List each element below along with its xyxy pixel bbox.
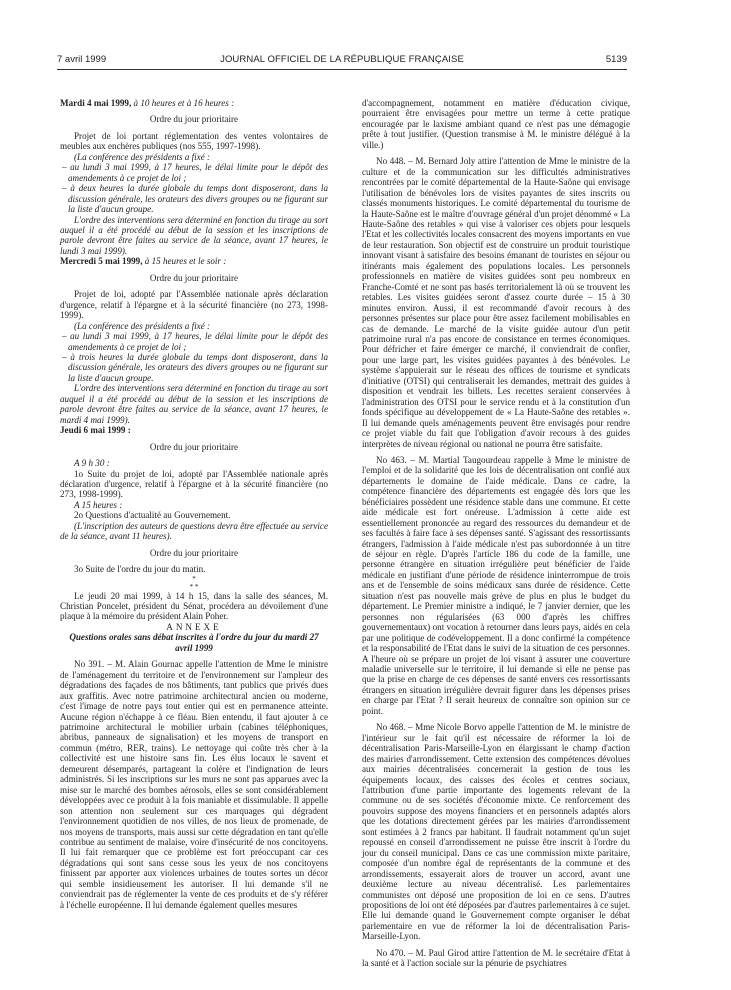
header-journal-title: JOURNAL OFFICIEL DE LA RÉPUBLIQUE FRANÇAISE bbox=[220, 54, 464, 65]
session-time: à 15 heures et le soir : bbox=[144, 256, 227, 267]
right-column bbox=[362, 98, 630, 969]
announcement-paragraph: Le jeudi 20 mai 1999, à 14 h 15, dans la salle des séances, M. Christian Poncelet, président du Sénat, procédera au dévoilement d'une plaque à la mémoire du président Alain Poher. bbox=[60, 590, 328, 622]
page-header bbox=[57, 54, 627, 68]
time-label: A 15 heures : bbox=[74, 499, 123, 510]
session-time: à 10 heures et à 16 heures : bbox=[133, 98, 235, 108]
question-paragraph: No 448. – M. Bernard Joly attire l'attention de Mme le ministre de la culture et de la communication sur les difficultés administratives rencontrées par le comité départemental de la Haute-Saône qui envisage l'utilisation de bénévoles lors de visites payantes de sites inscrits ou classés monuments historiques. Le comité départemental du tourisme de la Haute-Saône est le maître d'ouvrage général d'un projet dénommé « La Haute-Saône des retables » qui vise à valoriser ces objets pour lesquels l'Etat et les collectivités locales consacrent des moyens importants en vue de leur restauration. Son objectif est de construire un produit touristique innovant visant à satisfaire des besoins émanant de touristes en séjour ou itinérants mais également des populations locales. Les personnels professionnels en matière de visites guidées sont peu nombreux en Franche-Comté et ne sont pas basés territorialement là où se trouvent les retables. Les visites guidées seront d'assez courte durée – 15 à 30 minutes environ. Aussi, il est recommandé d'avoir recours à des personnes présentes sur place pour être assez facilement mobilisables en cas de demande. Le marché de la visite guidée autour d'un petit patrimoine rural n'a pas encore de consistance en termes économiques. Pour défricher et faire émerger ce marché, il conviendrait de confier, pour une large part, les visites guidées payantes à des bénévoles. Le système s'appuierait sur le réseau des offices de tourisme et syndicats d'initiative (OTSI) qui centraliserait les demandes, mettrait des guides à disposition et vendrait les billets. Les recettes seraient conservées à l'administration des OTSI pour le service rendu et à la constitution d'un fonds spécifique au développement de « La Haute-Saône des retables ». Il lui demande quels aménagements peuvent être envisagés pour rendre ce projet viable du fait que l'obligation d'avoir recours à des guides interprètes de niveau régional ou national ne pourra être satisfaite. bbox=[362, 156, 630, 449]
agenda-label: Ordre du jour prioritaire bbox=[149, 547, 239, 558]
session-day: Mardi 4 mai 1999, bbox=[60, 98, 132, 108]
left-column bbox=[60, 98, 328, 910]
question-paragraph: d'accompagnement, notamment en matière d'éducation civique, pourraient être envisagées pour mettre un terme à cette pratique encouragée par le laxisme ambiant quand ce n'est pas une démagogie prête à tout justifier. (Question transmise à M. le ministre délégué à la ville.) bbox=[362, 98, 630, 150]
agenda-paragraph: 2o Questions d'actualité au Gouvernement. bbox=[74, 510, 231, 521]
agenda-item: – au lundi 3 mai 1999, à 17 heures, le délai limite pour le dépôt des amendements à ce projet de loi ; bbox=[62, 162, 328, 183]
agenda-paragraph: L'ordre des interventions sera déterminé en fonction du tirage au sort auquel il a été procédé au début de la session et les inscriptions de parole devront être faites au service de la séance, avant 17 heures, le lundi 3 mai 1999). bbox=[60, 214, 328, 256]
session-heading bbox=[60, 98, 328, 108]
agenda-paragraph: 1o Suite du projet de loi, adopté par l'Assemblée nationale après déclaration d'urgence, relatif à l'épargne et à la sécurité financière (no 273, 1998-1999). bbox=[60, 468, 328, 500]
question-paragraph: No 391. – M. Alain Gournac appelle l'attention de Mme le ministre de l'aménagement du territoire et de l'environnement sur l'ampleur des dégradations des façades de nos bâtiments, tant publics que privés dues aux graffitis. Avec notre patrimoine architectural ancien ou moderne, c'est l'image de notre pays tout entier qui est en permanence atteinte. Aucune région n'échappe à ce fléau. Bien entendu, il faut ajouter à ce patrimoine architectural le mobilier urbain (cabines téléphoniques, abribus, panneaux de signalisation) et les moyens de transport en commun (métro, RER, trains). Le nettoyage qui coûte très cher à la collectivité est une histoire sans fin. Les élus locaux le savent et demeurent désemparés, partageant la colère et l'indignation de leurs administrés. Si les inscriptions sur les murs ne sont pas apparues avec la mise sur le marché des bombes aérosols, elles se sont considérablement développées avec ce produit à la fois maniable et dissimulable. Il appelle son attention non seulement sur ces marquages qui dégradent l'environnement quotidien de nos villes, de nos lieux de promenade, de nos moyens de transports, mais aussi sur cette dégradation en tant qu'elle contribue au sentiment de malaise, voire d'insécurité de nos concitoyens. Il lui fait remarquer que ce problème est fort préoccupant car ces dégradations qui sont sans cesse sous les yeux de nos concitoyens finissent par apporter aux violences urbaines de toutes sortes un décor qui semble insidieusement les autoriser. Il lui demande s'il ne conviendrait pas de réglementer la vente de ces produits et de s'y référer à l'échelle européenne. Il lui demande également quelles mesures bbox=[60, 659, 328, 910]
agenda-item: – au lundi 3 mai 1999, à 17 heures, le délai limite pour le dépôt des amendements à ce projet de loi ; bbox=[62, 331, 328, 352]
agenda-label: Ordre du jour prioritaire bbox=[149, 441, 239, 452]
agenda-paragraph: Projet de loi portant réglementation des ventes volontaires de meubles aux enchères publiques (nos 555, 1997-1998). bbox=[60, 130, 328, 152]
session-heading bbox=[60, 256, 328, 266]
time-label: A 9 h 30 : bbox=[74, 458, 110, 469]
agenda-item: – à trois heures la durée globale du temps dont disposeront, dans la discussion générale, les orateurs des divers groupes ou ne figurant sur la liste d'aucun groupe. bbox=[62, 351, 328, 383]
session-heading: Jeudi 6 mai 1999 : bbox=[60, 425, 131, 436]
question-paragraph: No 470. – M. Paul Girod attire l'attention de M. le secrétaire d'Etat à la santé et à l'action sociale sur la pénurie de psychiatres bbox=[362, 947, 630, 969]
question-paragraph: No 468. – Mme Nicole Borvo appelle l'attention de M. le ministre de l'intérieur sur le fait qu'il est nécessaire de réformer la loi de décentralisation Paris-Marseille-Lyon en élargissant le champ d'action des mairies d'arrondissement. Cette extension des compétences dévolues aux mairies décentralisées concernerait la gestion de tous les équipements locaux, des caisses des écoles et centres sociaux, l'attribution d'une partie importante des logements relevant de la commune ou de ses sociétés d'économie mixte. Ce renforcement des pouvoirs suppose des moyens financiers et en personnels adaptés alors que les dotations directement gérées par les mairies d'arrondissement sont estimées à 2 francs par habitant. Il faudrait notamment qu'un sujet repoussé en conseil d'arrondissement ne puisse être inscrit à l'ordre du jour du conseil municipal. Dans ce cas une commission mixte paritaire, composée d'un nombre égal de représentants de la commune et des arrondissements, essayerait alors de trouver un accord, avant une deuxième lecture au niveau décentralisé. Les parlementaires communistes ont déposé une proposition de loi en ce sens. D'autres propositions de loi ont été déposées par d'autres parlementaires à ce sujet. Elle lui demande quand le Gouvernement compte organiser le débat parlementaire en vue de réformer la loi de décentralisation Paris-Marseille-Lyon. bbox=[362, 722, 630, 942]
agenda-label: Ordre du jour prioritaire bbox=[149, 114, 239, 125]
separator-stars: * bbox=[192, 574, 196, 583]
separator-stars: * * bbox=[189, 582, 199, 591]
agenda-paragraph: L'ordre des interventions sera déterminé en fonction du tirage au sort auquel il a été procédé au début de la session et les inscriptions de parole devront être faites au service de la séance, avant 17 heures, le mardi 4 mai 1999). bbox=[60, 383, 328, 425]
header-rule bbox=[57, 69, 627, 70]
agenda-paragraph: Projet de loi, adopté par l'Assemblée nationale après déclaration d'urgence, relatif à l'épargne et à la sécurité financière (no 273, 1998-1999). bbox=[60, 289, 328, 321]
annexe-title: Questions orales sans débat inscrites à l'ordre du jour du mardi 27 avril 1999 bbox=[69, 632, 319, 653]
header-page-number: 5139 bbox=[605, 54, 627, 65]
agenda-paragraph: (La conférence des présidents a fixé : bbox=[74, 151, 211, 162]
agenda-paragraph: (La conférence des présidents a fixé : bbox=[74, 320, 211, 331]
session-day: Mercredi 5 mai 1999, bbox=[60, 256, 143, 267]
header-date: 7 avril 1999 bbox=[57, 54, 107, 65]
question-paragraph: No 463. – M. Martial Taugourdeau rappelle à Mme le ministre de l'emploi et de la solidarité que les lois de décentralisation ont confié aux départements le domaine de l'aide médicale. Dans ce cadre, la compétence financière des départements est engagée dès lors que les bénéficiaires possèdent une résidence stable dans une commune. Et cette aide médicale est fort onéreuse. L'admission à cette aide est essentiellement prononcée au regard des ressources du demandeur et de ses facultés à faire face à ses dépenses santé. S'agissant des ressortissants étrangers, l'admission à l'aide médicale n'est pas subordonnée à un titre de séjour en règle. D'après l'article 186 du code de la famille, une personne étrangère en situation irrégulière peut bénéficier de l'aide médicale en justifiant d'une période de résidence ininterrompue de trois ans et de l'ensemble de soins médicaux sans durée de résidence. Cette situation n'est pas nouvelle mais grève de plus en plus le budget du département. Le Premier ministre a indiqué, le 7 janvier dernier, que les personnes non régularisées (63 000 d'après les chiffres gouvernementaux) ont vocation à retourner dans leurs pays, aidés en cela par une politique de codéveloppement. Il a donc confirmé la compétence et la responsabilité de l'Etat dans le suivi de la situation de ces personnes. A l'heure où se prépare un projet de loi visant à assurer une couverture maladie universelle sur le territoire, il lui demande si elle ne pense pas que la prise en charge de ces dépenses de santé envers ces ressortissants étrangers en situation irrégulière devrait figurer dans les dépenses prises en charge par l'Etat ? Il serait heureux de connaître son opinion sur ce point. bbox=[362, 454, 630, 716]
agenda-paragraph: (L'inscription des auteurs de questions devra être effectuée au service de la séance, avant 11 heures). bbox=[60, 520, 328, 542]
agenda-item: – à deux heures la durée globale du temps dont disposeront, dans la discussion générale, les orateurs des divers groupes ou ne figurant sur la liste d'aucun groupe. bbox=[62, 183, 328, 215]
annexe-heading: ANNEXE bbox=[166, 621, 222, 632]
agenda-paragraph: 3o Suite de l'ordre du jour du matin. bbox=[74, 564, 206, 575]
agenda-label: Ordre du jour prioritaire bbox=[149, 272, 239, 283]
